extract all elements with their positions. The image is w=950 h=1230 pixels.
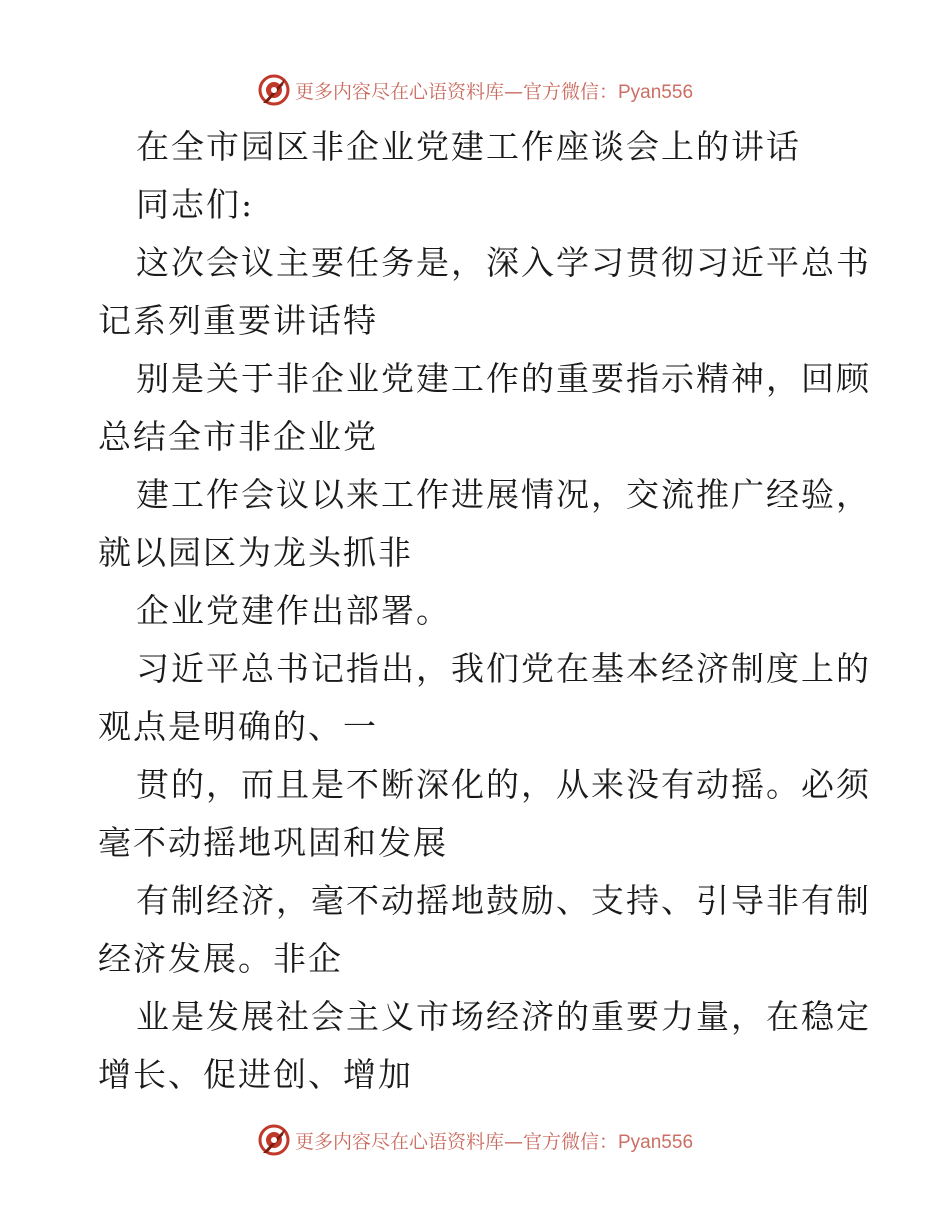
quill-logo-icon — [257, 1123, 291, 1157]
watermark-text — [295, 77, 693, 104]
salutation: 同志们: — [136, 185, 255, 224]
document-body — [98, 118, 871, 1104]
watermark-wechat-label: 官方微信： — [522, 80, 618, 103]
paragraph-line: 总结全市非企业党 — [98, 417, 378, 456]
watermark-group — [257, 1123, 693, 1157]
paragraph-line: 业是发展社会主义市场经济的重要力量，在稳定 — [136, 997, 871, 1036]
paragraph-line: 记系列重要讲话特 — [98, 301, 378, 340]
watermark-group — [257, 73, 693, 107]
quill-logo-icon — [257, 73, 291, 107]
footer-watermark — [0, 1120, 950, 1160]
paragraph-line: 别是关于非企业党建工作的重要指示精神，回顾 — [136, 359, 871, 398]
paragraph-line: 贯的，而且是不断深化的，从来没有动摇。必须 — [136, 765, 871, 804]
paragraph-line: 习近平总书记指出，我们党在基本经济制度上的 — [136, 649, 871, 688]
paragraph-line: 建工作会议以来工作进展情况，交流推广经验， — [136, 475, 871, 514]
paragraph-line: 企业党建作出部署。 — [136, 591, 451, 630]
header-watermark — [0, 70, 950, 110]
document-title: 在全市园区非企业党建工作座谈会上的讲话 — [136, 127, 801, 166]
watermark-brand: 更多内容尽在心语资料库 — [294, 80, 504, 103]
paragraph-line: 这次会议主要任务是，深入学习贯彻习近平总书 — [136, 243, 871, 282]
paragraph-line: 经济发展。非企 — [98, 939, 343, 978]
watermark-text — [295, 1127, 693, 1154]
watermark-wechat-label: 官方微信： — [522, 1130, 618, 1153]
paragraph-line: 观点是明确的、一 — [98, 707, 378, 746]
watermark-separator: — — [503, 1130, 523, 1153]
paragraph-line: 就以园区为龙头抓非 — [98, 533, 413, 572]
watermark-wechat-id: Pyan556 — [618, 81, 694, 103]
watermark-separator: — — [503, 80, 523, 103]
watermark-wechat-id: Pyan556 — [618, 1131, 694, 1153]
paragraph-line: 毫不动摇地巩固和发展 — [98, 823, 448, 862]
watermark-brand: 更多内容尽在心语资料库 — [294, 1130, 504, 1153]
paragraph-line: 有制经济，毫不动摇地鼓励、支持、引导非有制 — [136, 881, 871, 920]
paragraph-line: 增长、促进创、增加 — [98, 1055, 413, 1094]
